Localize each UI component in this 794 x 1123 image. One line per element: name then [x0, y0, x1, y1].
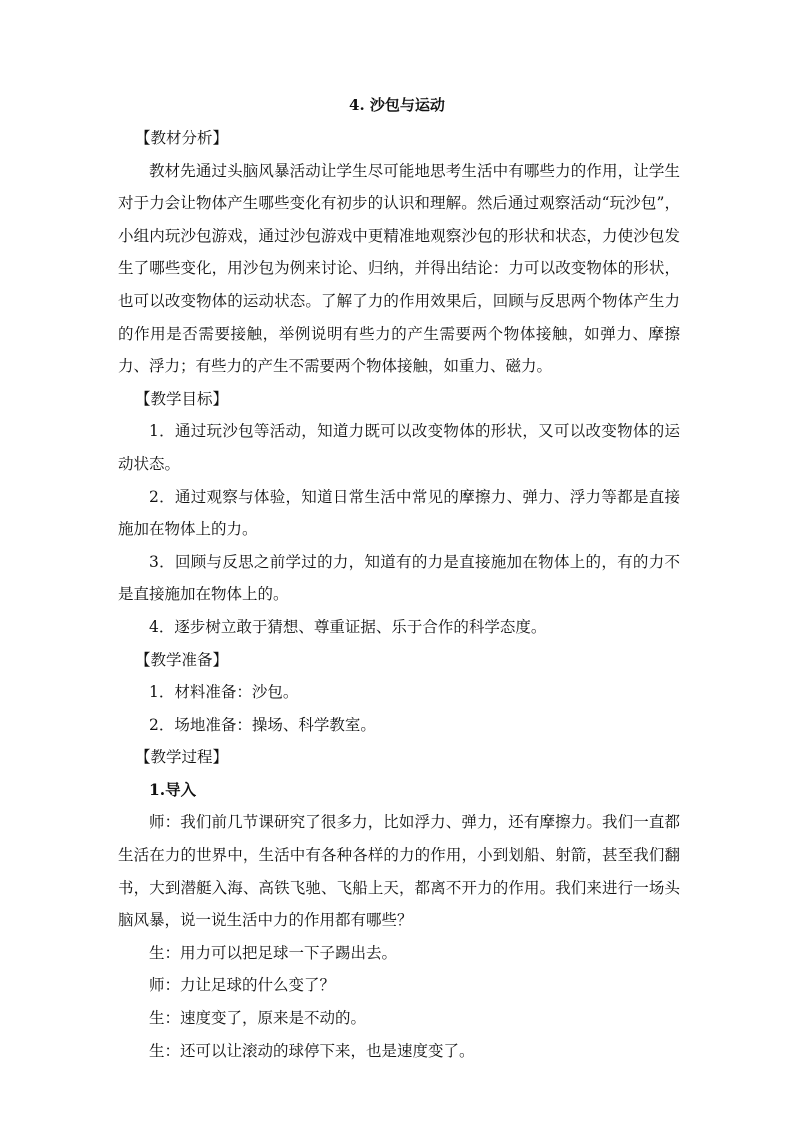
document-body — [118, 122, 680, 1067]
goal-item-3: 3．回顾与反思之前学过的力，知道有的力是直接施加在物体上的，有的力不是直接施加在物体上的。 — [118, 552, 680, 604]
dialogue-paragraph-3: 师：力让足球的什么变了？ — [149, 976, 336, 995]
section-heading-textbook-analysis: 【教材分析】 — [135, 129, 229, 147]
section-heading-teaching-process: 【教学过程】 — [135, 748, 229, 767]
section-heading-teaching-preparation: 【教学准备】 — [135, 650, 229, 669]
preparation-item-2: 2．场地准备：操场、科学教室。 — [149, 715, 376, 734]
section-heading-teaching-goals: 【教学目标】 — [135, 389, 229, 408]
dialogue-paragraph-2: 生：用力可以把足球一下子踢出去。 — [149, 943, 398, 962]
goal-item-4: 4．逐步树立敢于猜想、尊重证据、乐于合作的科学态度。 — [149, 617, 547, 636]
dialogue-paragraph-4: 生：速度变了，原来是不动的。 — [149, 1009, 367, 1028]
dialogue-paragraph-5: 生：还可以让滚动的球停下来，也是速度变了。 — [149, 1041, 475, 1060]
page-title: 4. 沙包与运动 — [349, 96, 445, 114]
paragraph-textbook-analysis: 教材先通过头脑风暴活动让学生尽可能地思考生活中有哪些力的作用，让学生对于力会让物体产生哪些变化有初步的认识和理解。然后通过观察活动“玩沙包”，小组内玩沙包游戏，通过沙包游戏中更精准地观察沙包的形状和状态，力使沙包发生了哪些变化，用沙包为例来讨论、归纳，并得出结论：力可以改变物体的形状，也可以改变物体的运动状态。了解了力的作用效果后，回顾与反思两个物体产生力的作用是否需要接触，举例说明有些力的产生需要两个物体接触，如弹力、摩擦力、浮力；有些力的产生不需要两个物体接触，如重力、磁力。 — [118, 161, 680, 376]
process-subheading-intro: 1.导入 — [149, 779, 197, 799]
dialogue-paragraph-1: 师：我们前几节课研究了很多力，比如浮力、弹力，还有摩擦力。我们一直都生活在力的世界中，生活中有各种各样的力的作用，小到划船、射箭，甚至我们翻书，大到潜艇入海、高铁飞驰、飞船上天，都离不开力的作用。我们来进行一场头脑风暴，说一说生活中力的作用都有哪些？ — [118, 813, 680, 930]
preparation-item-1: 1．材料准备：沙包。 — [149, 683, 299, 702]
goal-item-1: 1．通过玩沙包等活动，知道力既可以改变物体的形状，又可以改变物体的运动状态。 — [118, 422, 680, 473]
goal-item-2: 2．通过观察与体验，知道日常生活中常见的摩擦力、弹力、浮力等都是直接施加在物体上的力。 — [118, 487, 680, 539]
